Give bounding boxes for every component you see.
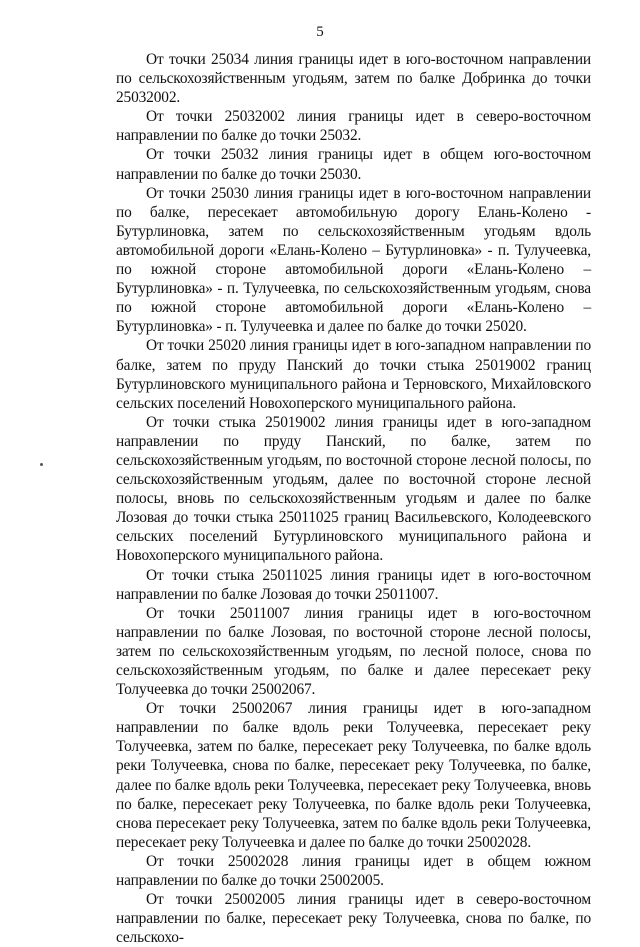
paragraph: От точки 25020 линия границы идет в юго-западном направлении по балке, затем по пруду Панский до точки стыка 25019002 границ Бутурлиновского муниципального района и Терновского, Михайловского сельских поселений Новохоперского муниципального района.	[116, 337, 591, 412]
paragraph: От точки 25030 линия границы идет в юго-восточном направлении по балке, пересекает автомобильную дорогу Елань-Колено - Бутурлиновка, затем по сельскохозяйственным угодьям вдоль автомобильной дороги «Елань-Колено – Бутурлиновка» - п. Тулучеевка, по южной стороне автомобильной дороги «Елань-Колено – Бутурлиновка» - п. Тулучеевка, по сельскохозяйственным угодьям, снова по южной стороне автомобильной дороги «Елань-Колено – Бутурлиновка» - п. Тулучеевка и далее по балке до точки 25020.	[116, 184, 591, 336]
paragraph: От точки 25002005 линия границы идет в северо-восточном направлении по балке, пересекает реку Толучеевка, снова по балке, по сельскохо-	[116, 891, 591, 947]
paragraph: От точки 25034 линия границы идет в юго-восточном направлении по сельскохозяйственным угодьям, затем по балке Добринка до точки 25032002.	[116, 51, 591, 107]
document-body	[116, 50, 591, 947]
paragraph: От точки 25032002 линия границы идет в северо-восточном направлении по балке до точки 25032.	[116, 108, 591, 145]
paragraph: От точки 25002028 линия границы идет в общем южном направлении по балке до точки 25002005.	[116, 852, 591, 890]
paragraph: От точки 25002067 линия границы идет в юго-западном направлении по балке вдоль реки Толучеевка, пересекает реку Толучеевка, затем по балке, пересекает реку Толучеевка, по балке вдоль реки Толучеевка, снова по балке, пересекает реку Толучеевка, по балке, далее по балке вдоль реки Толучеевка, пересекает реку Толучеевка, вновь по балке, пересекает реку Толучеевка, по балке вдоль реки Толучеевка, снова пересекает реку Толучеевка, затем по балке вдоль реки Толучеевка, пересекает реку Толучеевка и далее по балке до точки 25002028.	[116, 700, 591, 851]
paragraph: От точки 25032 линия границы идет в общем юго-восточном направлении по балке до точки 25030.	[116, 146, 591, 183]
paragraph: От точки стыка 25019002 линия границы идет в юго-западном направлении по пруду Панский, по балке, затем по сельскохозяйственным угодьям, по восточной стороне лесной полосы, по сельскохозяйственным угодьям, далее по восточной стороне лесной полосы, вновь по сельскохозяйственным угодьям и далее по балке Лозовая до точки стыка 25011025 границ Васильевского, Колодеевского сельских поселений Бутурлиновского муниципального района и Новохоперского муниципального района.	[116, 413, 591, 565]
paragraph: От точки стыка 25011025 линия границы идет в юго-восточном направлении по балке Лозовая до точки 25011007.	[116, 566, 591, 603]
page-number: 5	[316, 24, 324, 40]
paragraph: От точки 25011007 линия границы идет в юго-восточном направлении по балке Лозовая, по восточной стороне лесной полосы, затем по сельскохозяйственным угодьям, по лесной полосе, снова по сельскохозяйственным угодьям, по балке и далее пересекает реку Толучеевка до точки 25002067.	[116, 604, 591, 699]
scan-speck	[40, 463, 43, 466]
